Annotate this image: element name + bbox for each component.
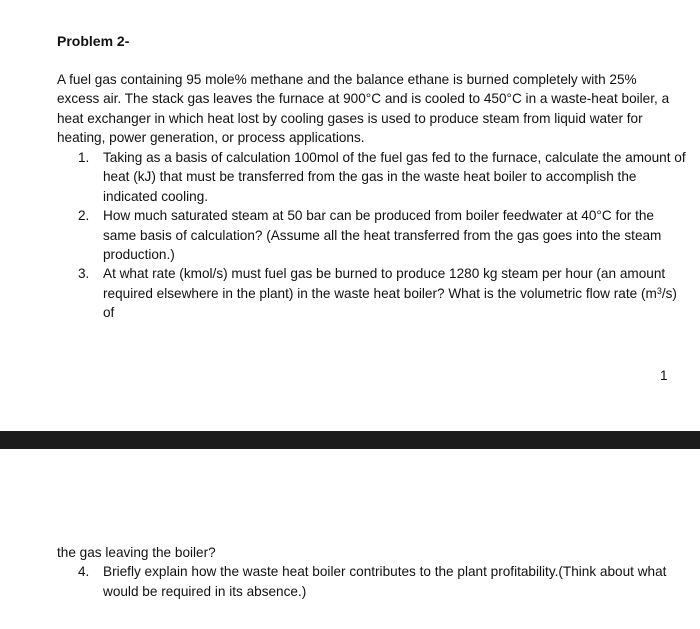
- question-list: [57, 148, 687, 323]
- page-number: 1: [660, 368, 668, 383]
- item-number: 2.: [78, 208, 90, 224]
- problem-title: Problem 2-: [57, 33, 130, 49]
- item-text: Taking as a basis of calculation 100mol of the fuel gas fed to the furnace, calculate the amount of heat (kJ) that must be transferred from the gas in the waste heat boiler to accomplish the indicated cooling.: [103, 150, 686, 204]
- continuation-block: [57, 543, 687, 601]
- item-text: At what rate (kmol/s) must fuel gas be burned to produce 1280 kg steam per hour (an amount required elsewhere in the plant) in the waste heat boiler? What is the volumetric flow rate (m: [103, 266, 666, 301]
- page-divider: [0, 431, 700, 449]
- item-text: How much saturated steam at 50 bar can be produced from boiler feedwater at 40°C for the same basis of calculation? (Assume all the heat transferred from the gas goes into the steam production.): [103, 208, 662, 263]
- problem-intro: A fuel gas containing 95 mole% methane and the balance ethane is burned completely with 25% excess air. The stack gas leaves the furnace at 900°C and is cooled to 450°C in a waste-heat boiler, a heat exchanger in which heat lost by cooling gases is used to produce steam from liquid water for heating, power generation, or process applications.: [57, 72, 670, 146]
- superscript: 3: [656, 285, 662, 296]
- list-item: [57, 264, 687, 322]
- item-number: 4.: [78, 564, 90, 580]
- item-text: Briefly explain how the waste heat boiler contributes to the plant profitability.(Think about what would be required in its absence.): [103, 564, 667, 599]
- continuation-text: the gas leaving the boiler?: [57, 545, 216, 560]
- item-number: 1.: [78, 150, 90, 165]
- item-text-after: /s) of: [103, 285, 677, 321]
- list-item: [57, 206, 687, 264]
- list-item: [57, 562, 687, 601]
- list-item: [57, 148, 687, 206]
- item-number: 3.: [78, 266, 90, 282]
